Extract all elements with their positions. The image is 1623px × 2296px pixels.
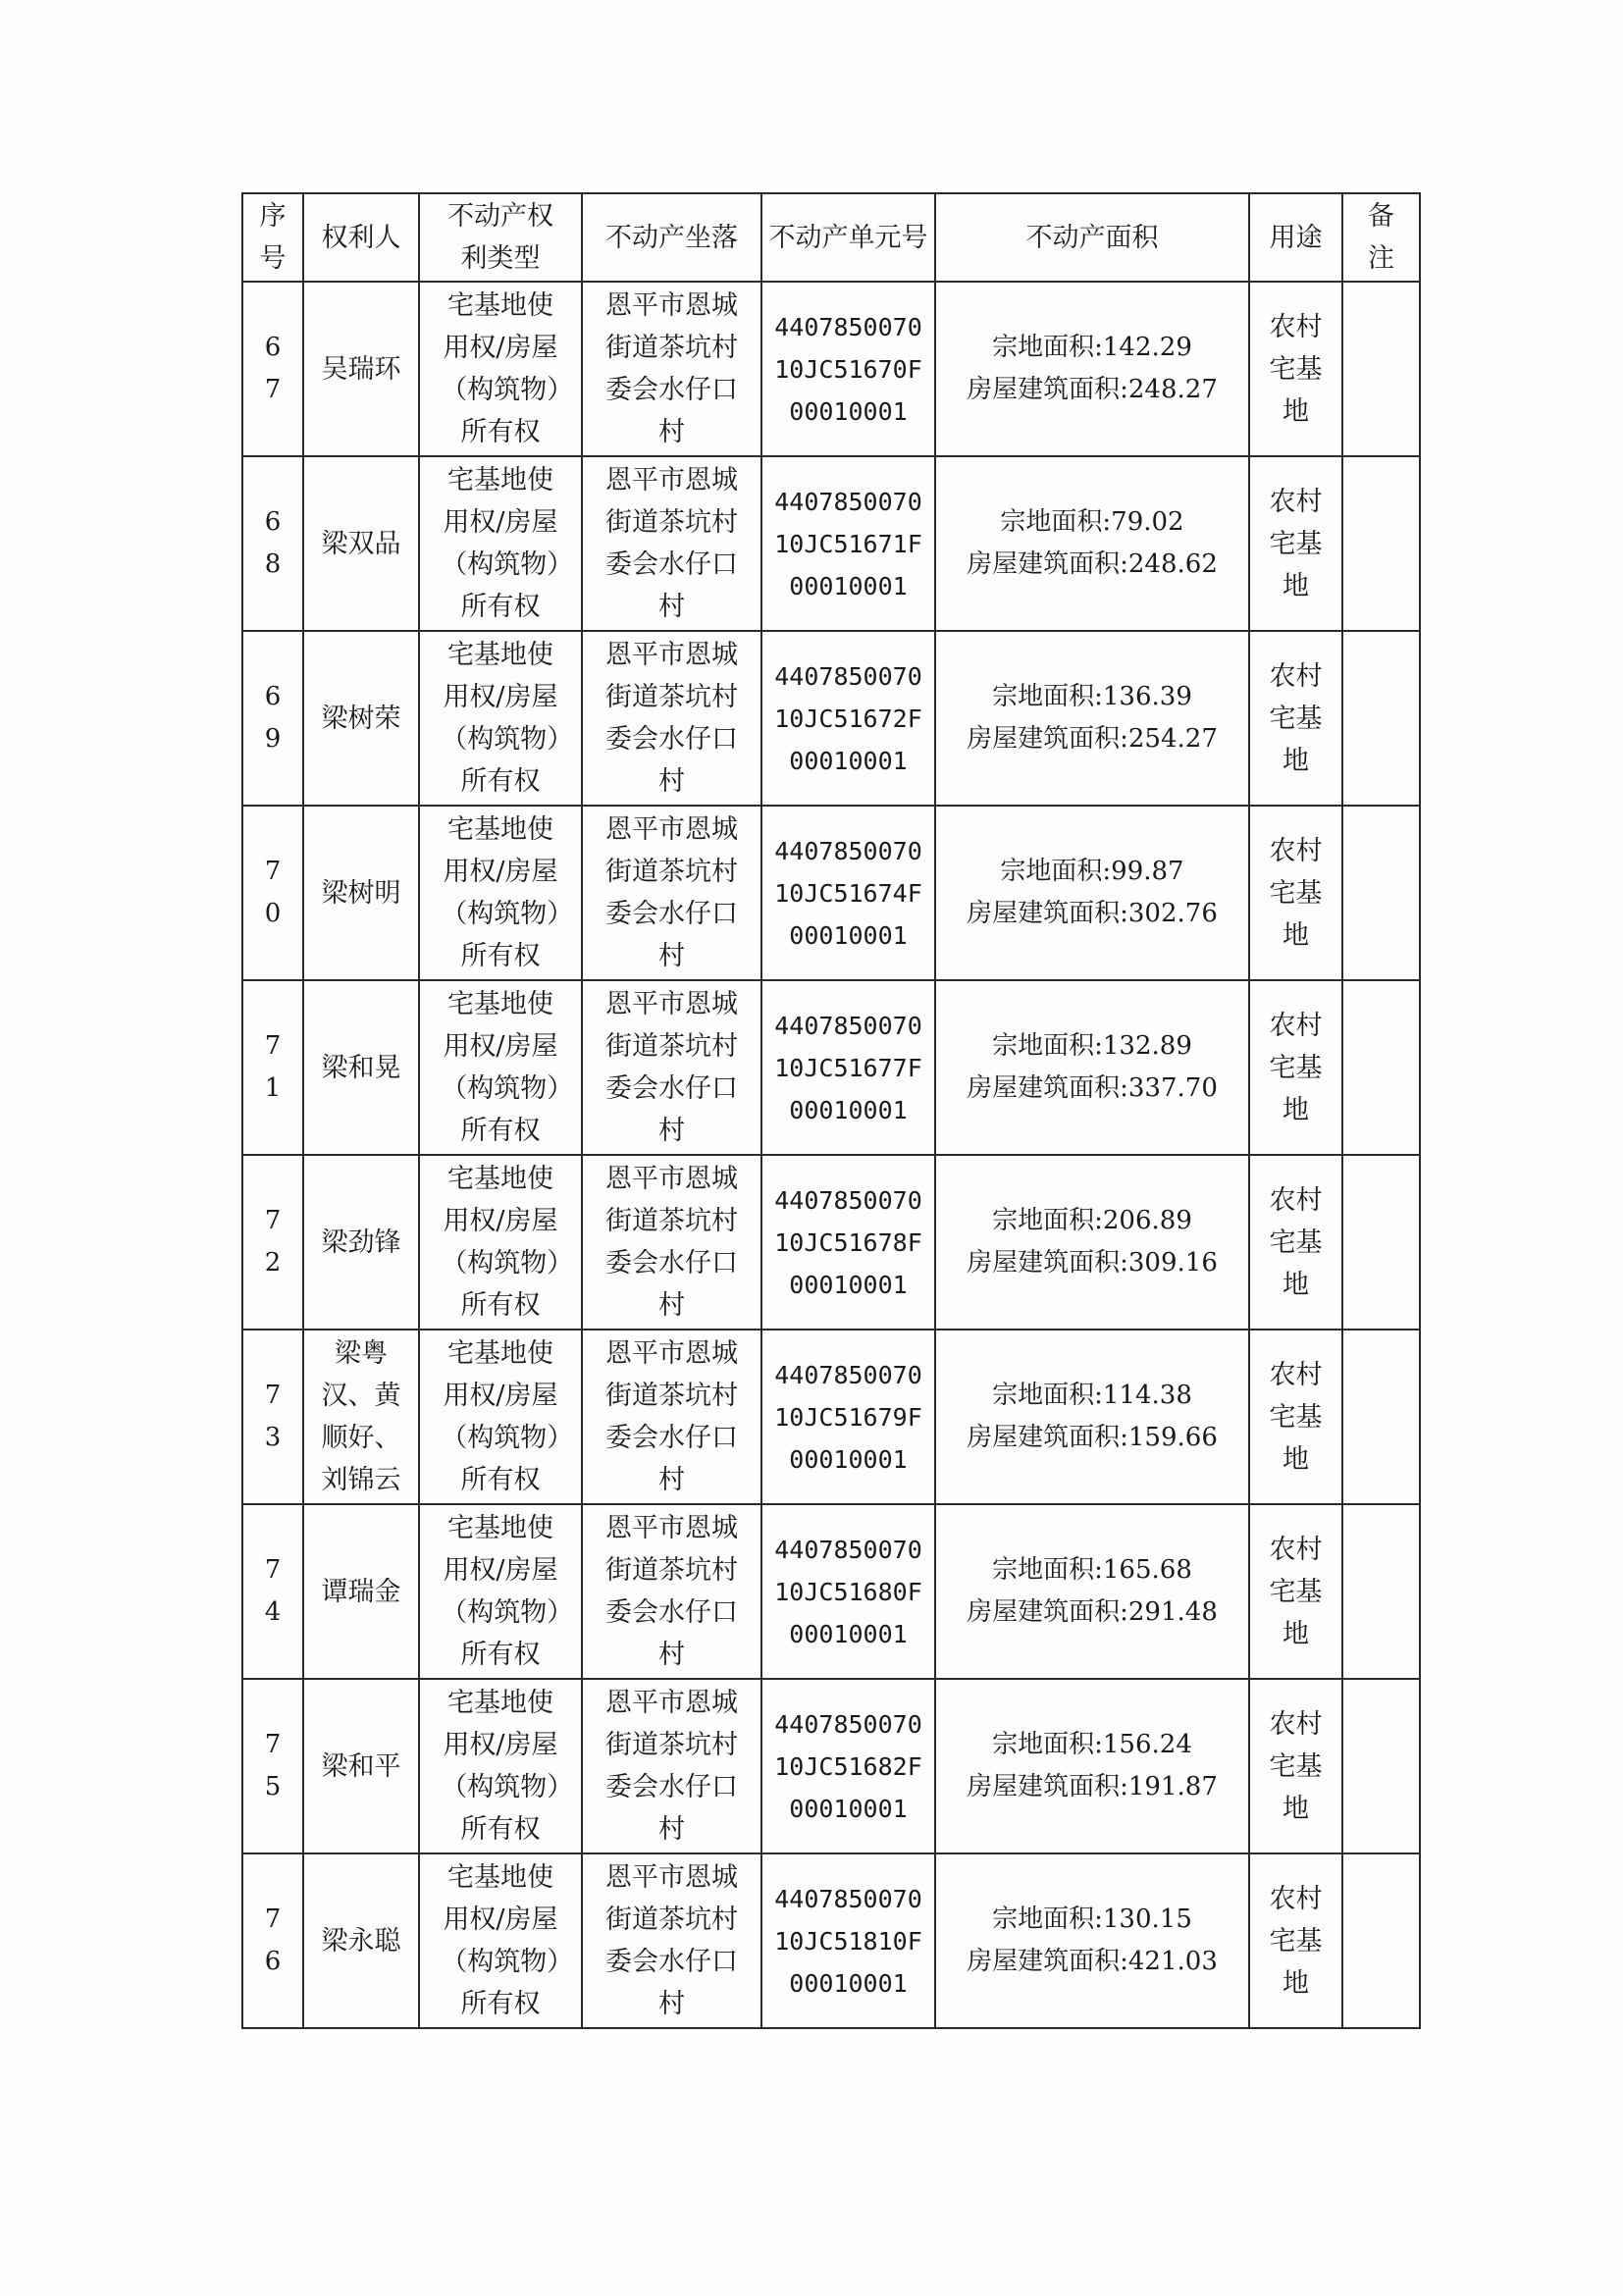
land-area-text: 宗地面积:132.89 [992,1031,1192,1061]
table-row [242,1155,1420,1330]
cell-unit-no [761,1330,935,1504]
cell-unit-no-text: 440785007010JC51810F00010001 [774,1884,922,1998]
land-area-text: 宗地面积:114.38 [992,1381,1192,1410]
cell-use-text: 农村宅基地 [1269,1534,1323,1649]
cell-area [935,1330,1249,1504]
building-area-text: 房屋建筑面积:337.70 [967,1073,1218,1103]
cell-holder [303,1504,419,1679]
cell-location [582,1155,761,1330]
cell-location [582,1853,761,2028]
cell-holder [303,631,419,806]
cell-unit-no [761,1853,935,2028]
cell-use-text: 农村宅基地 [1269,1184,1323,1300]
cell-holder [303,1155,419,1330]
property-registry-table [241,192,1421,2029]
cell-seq [242,1504,303,1679]
cell-right-type [419,1155,582,1330]
cell-seq-text: 68 [264,507,282,579]
header-location: 不动产坐落 [582,193,761,282]
cell-area [935,282,1249,456]
cell-right-type-text: 宅基地使用权/房屋（构筑物）所有权 [441,640,560,797]
header-row [242,193,1420,282]
cell-location [582,1679,761,1853]
cell-seq-text: 75 [264,1730,282,1801]
cell-unit-no [761,980,935,1155]
cell-location-text: 恩平市恩城街道茶坑村委会水仔口村 [605,290,738,447]
cell-location [582,806,761,980]
cell-seq [242,1679,303,1853]
cell-right-type-text: 宅基地使用权/房屋（构筑物）所有权 [441,1688,560,1845]
cell-holder-text: 谭瑞金 [321,1576,401,1607]
cell-location-text: 恩平市恩城街道茶坑村委会水仔口村 [605,640,738,797]
cell-right-type-text: 宅基地使用权/房屋（构筑物）所有权 [441,989,560,1146]
table-row [242,1504,1420,1679]
cell-holder [303,1853,419,2028]
land-area-text: 宗地面积:130.15 [992,1905,1192,1934]
table-row [242,282,1420,456]
land-area-text: 宗地面积:99.87 [1000,857,1184,886]
cell-use [1249,806,1342,980]
building-area-text: 房屋建筑面积:421.03 [967,1947,1218,1976]
land-area-text: 宗地面积:165.68 [992,1555,1192,1585]
cell-note [1342,980,1420,1155]
land-area-text: 宗地面积:136.39 [992,682,1192,711]
cell-location-text: 恩平市恩城街道茶坑村委会水仔口村 [605,465,738,622]
cell-area [935,631,1249,806]
cell-seq-text: 71 [264,1031,282,1103]
cell-unit-no [761,1504,935,1679]
table-row [242,456,1420,631]
cell-right-type-text: 宅基地使用权/房屋（构筑物）所有权 [441,1164,560,1321]
cell-seq [242,980,303,1155]
cell-location-text: 恩平市恩城街道茶坑村委会水仔口村 [605,1338,738,1495]
cell-right-type [419,980,582,1155]
table-row [242,1330,1420,1504]
cell-seq [242,806,303,980]
cell-note [1342,1679,1420,1853]
cell-seq-text: 76 [264,1905,282,1976]
cell-use [1249,456,1342,631]
cell-right-type-text: 宅基地使用权/房屋（构筑物）所有权 [441,1513,560,1670]
cell-seq [242,456,303,631]
cell-location [582,282,761,456]
cell-use [1249,1853,1342,2028]
cell-holder-text: 吴瑞环 [321,353,401,385]
cell-right-type [419,1504,582,1679]
building-area-text: 房屋建筑面积:309.16 [967,1248,1218,1278]
cell-unit-no [761,806,935,980]
cell-holder-text: 梁和晃 [321,1052,401,1083]
cell-area [935,1155,1249,1330]
cell-location [582,980,761,1155]
header-unit-no: 不动产单元号 [761,193,935,282]
cell-location-text: 恩平市恩城街道茶坑村委会水仔口村 [605,1513,738,1670]
land-area-text: 宗地面积:156.24 [992,1730,1192,1759]
cell-holder [303,806,419,980]
cell-use-text: 农村宅基地 [1269,311,1323,427]
cell-location [582,1330,761,1504]
cell-unit-no-text: 440785007010JC51674F00010001 [774,836,922,950]
cell-note [1342,631,1420,806]
cell-unit-no [761,1679,935,1853]
cell-right-type [419,631,582,806]
building-area-text: 房屋建筑面积:291.48 [967,1597,1218,1627]
cell-note [1342,456,1420,631]
cell-use [1249,1330,1342,1504]
building-area-text: 房屋建筑面积:248.27 [967,375,1218,404]
cell-area [935,456,1249,631]
cell-right-type [419,282,582,456]
cell-seq-text: 73 [264,1381,282,1452]
header-area: 不动产面积 [935,193,1249,282]
cell-location [582,456,761,631]
cell-seq [242,1155,303,1330]
cell-use-text: 农村宅基地 [1269,1010,1323,1125]
cell-holder-text: 梁树荣 [321,703,401,734]
cell-unit-no [761,1155,935,1330]
cell-holder-text: 梁树明 [321,877,401,909]
cell-seq [242,631,303,806]
cell-holder [303,1330,419,1504]
cell-holder [303,456,419,631]
cell-location [582,1504,761,1679]
cell-right-type [419,456,582,631]
cell-use [1249,282,1342,456]
cell-seq-text: 70 [264,857,282,928]
cell-right-type [419,1330,582,1504]
cell-use-text: 农村宅基地 [1269,1359,1323,1475]
cell-location-text: 恩平市恩城街道茶坑村委会水仔口村 [605,989,738,1146]
cell-note [1342,1330,1420,1504]
cell-right-type-text: 宅基地使用权/房屋（构筑物）所有权 [441,1338,560,1495]
cell-location-text: 恩平市恩城街道茶坑村委会水仔口村 [605,1164,738,1321]
cell-use-text: 农村宅基地 [1269,486,1323,601]
table-row [242,631,1420,806]
cell-seq [242,1330,303,1504]
building-area-text: 房屋建筑面积:248.62 [967,549,1218,579]
cell-location-text: 恩平市恩城街道茶坑村委会水仔口村 [605,1862,738,2019]
cell-area [935,1853,1249,2028]
cell-note [1342,282,1420,456]
cell-seq [242,1853,303,2028]
cell-unit-no-text: 440785007010JC51672F00010001 [774,661,922,775]
cell-holder [303,282,419,456]
building-area-text: 房屋建筑面积:159.66 [967,1423,1218,1452]
cell-right-type-text: 宅基地使用权/房屋（构筑物）所有权 [441,465,560,622]
land-area-text: 宗地面积:79.02 [1000,507,1184,537]
cell-use-text: 农村宅基地 [1269,660,1323,776]
cell-use-text: 农村宅基地 [1269,835,1323,951]
cell-unit-no-text: 440785007010JC51671F00010001 [774,487,922,600]
cell-unit-no [761,282,935,456]
header-note: 备注 [1342,193,1420,282]
cell-use [1249,631,1342,806]
cell-seq-text: 74 [264,1555,282,1627]
cell-seq-text: 67 [264,333,282,404]
cell-note [1342,1155,1420,1330]
cell-use [1249,1155,1342,1330]
cell-note [1342,806,1420,980]
cell-right-type-text: 宅基地使用权/房屋（构筑物）所有权 [441,1862,560,2019]
cell-use [1249,1679,1342,1853]
cell-use-text: 农村宅基地 [1269,1708,1323,1824]
cell-unit-no [761,631,935,806]
cell-unit-no-text: 440785007010JC51680F00010001 [774,1535,922,1648]
table-header [242,193,1420,282]
cell-unit-no-text: 440785007010JC51678F00010001 [774,1185,922,1299]
table-row [242,1679,1420,1853]
building-area-text: 房屋建筑面积:191.87 [967,1772,1218,1801]
header-seq: 序号 [242,193,303,282]
cell-location [582,631,761,806]
cell-right-type [419,1679,582,1853]
cell-seq-text: 72 [264,1206,282,1278]
cell-unit-no-text: 440785007010JC51682F00010001 [774,1709,922,1823]
cell-location-text: 恩平市恩城街道茶坑村委会水仔口村 [605,814,738,971]
table-row [242,1853,1420,2028]
cell-right-type [419,1853,582,2028]
cell-area [935,806,1249,980]
cell-holder-text: 梁永聪 [321,1925,401,1957]
cell-seq [242,282,303,456]
cell-note [1342,1504,1420,1679]
table-row [242,980,1420,1155]
building-area-text: 房屋建筑面积:254.27 [967,724,1218,754]
cell-holder-text: 梁和平 [321,1750,401,1782]
land-area-text: 宗地面积:206.89 [992,1206,1192,1235]
cell-area [935,1504,1249,1679]
cell-holder-text: 梁双品 [321,528,401,559]
cell-right-type-text: 宅基地使用权/房屋（构筑物）所有权 [441,814,560,971]
table-body [242,282,1420,2028]
cell-right-type-text: 宅基地使用权/房屋（构筑物）所有权 [441,290,560,447]
cell-holder [303,980,419,1155]
cell-use [1249,1504,1342,1679]
cell-unit-no [761,456,935,631]
cell-unit-no-text: 440785007010JC51677F00010001 [774,1011,922,1124]
building-area-text: 房屋建筑面积:302.76 [967,899,1218,928]
cell-use-text: 农村宅基地 [1269,1883,1323,1999]
header-use: 用途 [1249,193,1342,282]
cell-area [935,1679,1249,1853]
cell-note [1342,1853,1420,2028]
cell-use [1249,980,1342,1155]
header-holder: 权利人 [303,193,419,282]
land-area-text: 宗地面积:142.29 [992,333,1192,362]
cell-unit-no-text: 440785007010JC51670F00010001 [774,312,922,426]
cell-area [935,980,1249,1155]
header-right-type: 不动产权利类型 [419,193,582,282]
cell-seq-text: 69 [264,682,282,754]
cell-holder [303,1679,419,1853]
cell-holder-text: 梁劲锋 [321,1226,401,1258]
cell-location-text: 恩平市恩城街道茶坑村委会水仔口村 [605,1688,738,1845]
cell-right-type [419,806,582,980]
cell-holder-text: 梁粤汉、黄顺好、刘锦云 [321,1338,401,1495]
table-row [242,806,1420,980]
cell-unit-no-text: 440785007010JC51679F00010001 [774,1360,922,1474]
